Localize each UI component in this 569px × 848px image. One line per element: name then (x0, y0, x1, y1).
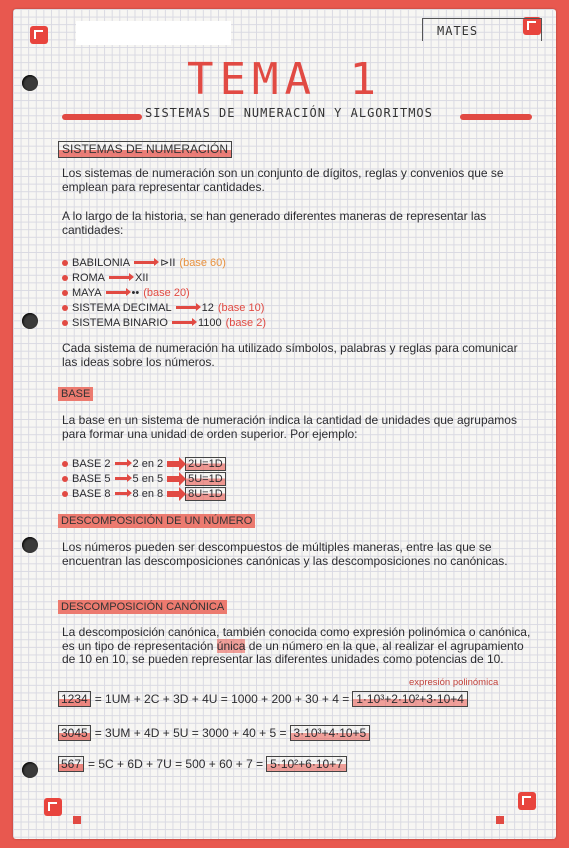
item-note: (base 10) (217, 301, 265, 314)
item-label: MAYA (72, 286, 102, 299)
bullet-icon (62, 260, 68, 266)
item-label: BASE 5 (72, 472, 111, 485)
arrow-icon (167, 476, 181, 482)
equation-number: 1234 (58, 691, 91, 707)
arrow-icon (134, 261, 156, 264)
arrow-icon (109, 276, 131, 279)
list-item (62, 471, 226, 486)
text-span: de un número en la que, al realizar el agrupamiento de 10 en 10, se pueden representar las diferentes unidades como potencias de 10. (62, 638, 524, 666)
bullet-icon (62, 491, 68, 497)
item-value: 12 (201, 301, 214, 314)
polynomial-expression: 3·10³+4·10+5 (290, 725, 371, 741)
list-item (62, 300, 266, 315)
section-heading-descomposicion: DESCOMPOSICIÓN DE UN NÚMERO (58, 514, 255, 528)
decorative-bar (460, 114, 532, 120)
equation-row (58, 725, 370, 741)
item-result: 8U=1D (185, 487, 226, 501)
red-square-mark (73, 816, 81, 824)
arrow-icon (106, 291, 128, 294)
binder-hole (22, 537, 38, 553)
equation-number: 3045 (58, 725, 91, 741)
arrow-icon (115, 492, 129, 495)
equation-expansion: = 1UM + 2C + 3D + 4U = 1000 + 200 + 30 + 4 = (94, 692, 350, 706)
equation-row (58, 756, 347, 772)
item-mid: 8 en 8 (132, 487, 164, 500)
list-item (62, 270, 266, 285)
equation-expansion: = 5C + 6D + 7U = 500 + 60 + 7 = (88, 757, 264, 771)
item-label: ROMA (72, 271, 105, 284)
text-span: La descomposición canónica, también conocida como expresión polinómica o canónica, es un tipo de representación (62, 625, 531, 653)
logo-icon-bottom-right (518, 792, 536, 810)
highlighted-word: única (216, 638, 246, 653)
logo-icon-top-left (30, 26, 48, 44)
redacted-name-area (76, 21, 231, 45)
binder-hole (22, 762, 38, 778)
bullet-icon (62, 461, 68, 467)
logo-icon-bottom-left (44, 798, 62, 816)
subject-label: MATES (422, 18, 542, 41)
base-list (62, 456, 226, 501)
decorative-bar (62, 114, 142, 120)
list-item (62, 486, 226, 501)
item-label: BABILONIA (72, 256, 131, 269)
arrow-icon (115, 462, 129, 465)
paragraph: A lo largo de la historia, se han generado diferentes maneras de representar las cantidades: (62, 209, 487, 237)
equation-expansion: = 3UM + 4D + 5U = 3000 + 40 + 5 = (94, 726, 287, 740)
item-label: SISTEMA DECIMAL (72, 301, 172, 314)
item-note: (base 2) (225, 316, 266, 329)
expression-label: expresión polinómica (409, 677, 499, 688)
item-result: 5U=1D (185, 472, 226, 486)
polynomial-expression: 1·10³+2·10²+3·10+4 (352, 691, 468, 707)
paragraph: La base en un sistema de numeración indica la cantidad de unidades que agrupamos para formar una unidad de orden superior. Por ejemplo: (62, 413, 517, 441)
arrow-icon (167, 461, 181, 467)
item-value: 1100 (197, 316, 222, 329)
item-value: •• (131, 286, 140, 299)
binder-hole (22, 313, 38, 329)
section-heading-canonica: DESCOMPOSICIÓN CANÓNICA (58, 600, 227, 614)
numeral-systems-list (62, 255, 266, 330)
paragraph (62, 626, 532, 667)
bullet-icon (62, 290, 68, 296)
arrow-icon (176, 306, 198, 309)
item-label: SISTEMA BINARIO (72, 316, 168, 329)
subtitle-row (62, 106, 532, 128)
item-value: ⊳II (160, 257, 176, 269)
section-heading-numeracion: SISTEMAS DE NUMERACIÓN (58, 141, 232, 158)
bullet-icon (62, 275, 68, 281)
paragraph: Cada sistema de numeración ha utilizado símbolos, palabras y reglas para comunicar las ideas sobre los números. (62, 341, 518, 369)
page-title: TEMA 1 (187, 54, 382, 105)
list-item (62, 285, 266, 300)
arrow-icon (172, 321, 194, 324)
list-item (62, 456, 226, 471)
bullet-icon (62, 476, 68, 482)
page-subtitle: SISTEMAS DE NUMERACIÓN Y ALGORITMOS (145, 106, 433, 120)
item-result: 2U=1D (185, 457, 226, 471)
equation-row (58, 691, 468, 707)
paragraph: Los números pueden ser descompuestos de múltiples maneras, entre las que se encuentran las descomposiciones canónicas y las descomposiciones no canónicas. (62, 540, 508, 568)
equation-number: 567 (58, 756, 84, 772)
arrow-icon (115, 477, 129, 480)
polynomial-expression: 5·10²+6·10+7 (266, 756, 347, 772)
section-heading-base: BASE (58, 387, 93, 401)
item-value: XII (135, 271, 149, 284)
list-item (62, 315, 266, 330)
item-mid: 2 en 2 (132, 457, 164, 470)
red-square-mark (496, 816, 504, 824)
item-note: (base 60) (179, 256, 226, 269)
bullet-icon (62, 320, 68, 326)
item-label: BASE 2 (72, 457, 111, 470)
item-note: (base 20) (143, 286, 190, 299)
arrow-icon (167, 491, 181, 497)
paragraph: Los sistemas de numeración son un conjunto de dígitos, reglas y convenios que se emplean para representar cantidades. (62, 166, 504, 194)
item-mid: 5 en 5 (132, 472, 164, 485)
bullet-icon (62, 305, 68, 311)
list-item (62, 255, 266, 270)
item-label: BASE 8 (72, 487, 111, 500)
